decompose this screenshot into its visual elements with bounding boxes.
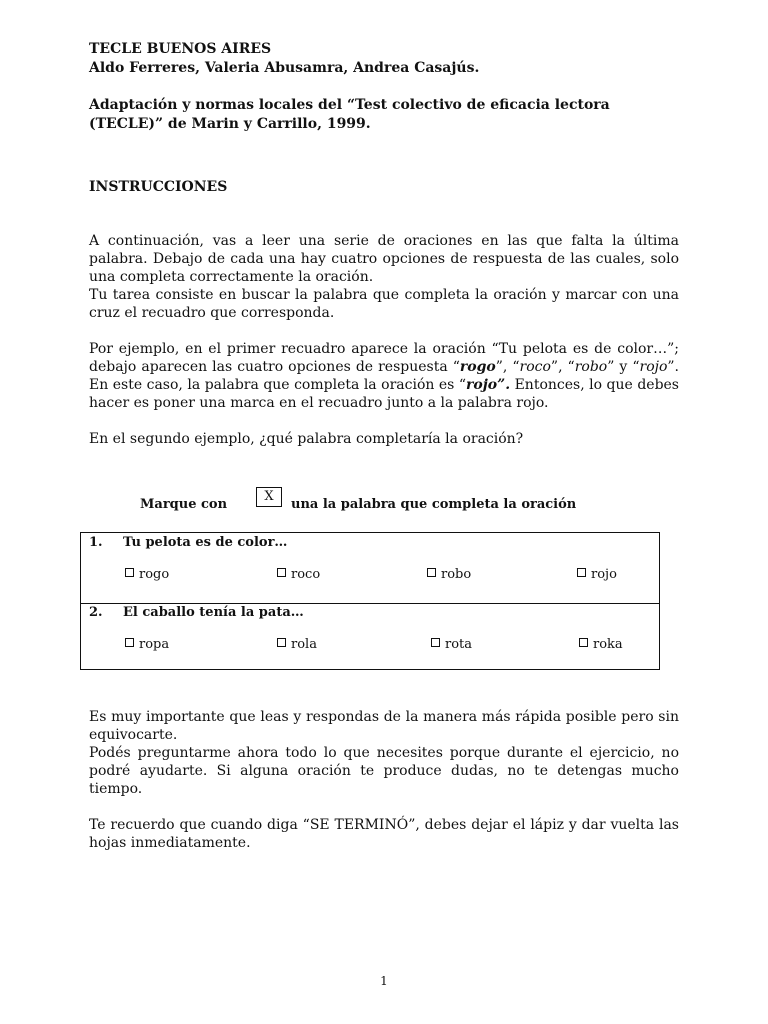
option-rojo: rojo: [639, 359, 668, 375]
paragraph-speed: Es muy importante que leas y respondas de la manera más rápida posible pero sin equivocarte.: [89, 709, 679, 743]
option-checkbox[interactable]: rota: [431, 637, 472, 652]
paragraph-end: Te recuerdo que cuando diga “SE TERMINÓ”, debes dejar el lápiz y dar vuelta las hojas inmediatamente.: [89, 817, 679, 851]
example-row-2: [81, 603, 659, 669]
checkbox-icon: [277, 638, 286, 647]
example-table: [80, 532, 660, 670]
adaptation-line-1: Adaptación y normas locales del “Test colectivo de eficacia lectora: [89, 97, 610, 113]
adaptation-line-2: (TECLE)” de Marin y Carrillo, 1999.: [89, 116, 371, 132]
paragraph-second-example: En el segundo ejemplo, ¿qué palabra completaría la oración?: [89, 431, 524, 447]
example-row-1: [81, 533, 659, 604]
option-robo: robo: [574, 359, 608, 375]
mark-instruction-rest: una la palabra que completa la oración: [291, 497, 577, 512]
checkbox-icon: [431, 638, 440, 647]
doc-title: TECLE BUENOS AIRES: [89, 41, 272, 57]
checkbox-icon: [577, 568, 586, 577]
checkbox-icon: [277, 568, 286, 577]
paragraph-example: Por ejemplo, en el primer recuadro aparece la oración “Tu pelota es de color…”; debajo aparecen las cuatro opciones de respuesta “rogo”, “roco”, “robo” y “rojo”. En este caso, la palabra que completa la oración es “rojo”. Entonces, lo que debes hacer es poner una marca en el recuadro junto a la palabra rojo.: [89, 341, 679, 411]
example-number: 2.: [89, 605, 103, 620]
authors: Aldo Ferreres, Valeria Abusamra, Andrea Casajús.: [89, 60, 480, 76]
section-title: INSTRUCCIONES: [89, 179, 228, 195]
document-body: [89, 40, 679, 448]
paragraph-task: Tu tarea consiste en buscar la palabra que completa la oración y marcar con una cruz el recuadro que corresponda.: [89, 287, 679, 321]
answer-rojo: rojo”.: [466, 377, 511, 393]
option-checkbox[interactable]: rogo: [125, 567, 169, 582]
closing-body: [89, 708, 679, 852]
option-roco: roco: [519, 359, 551, 375]
paragraph-intro: A continuación, vas a leer una serie de oraciones en las que falta la última palabra. Debajo de cada una hay cuatro opciones de respuesta de las cuales, solo una completa correctamente la oración.: [89, 233, 679, 285]
checkbox-icon: [125, 638, 134, 647]
example-sentence: El caballo tenía la pata…: [123, 605, 304, 620]
x-mark-box: X: [256, 487, 282, 507]
option-checkbox[interactable]: roco: [277, 567, 320, 582]
checkbox-icon: [427, 568, 436, 577]
option-rogo: rogo: [459, 359, 496, 375]
option-checkbox[interactable]: roka: [579, 637, 623, 652]
paragraph-questions: Podés preguntarme ahora todo lo que necesites porque durante el ejercicio, no podré ayudarte. Si alguna oración te produce dudas, no te detengas mucho tiempo.: [89, 745, 679, 797]
option-checkbox[interactable]: rola: [277, 637, 317, 652]
example-sentence: Tu pelota es de color…: [123, 535, 288, 550]
checkbox-icon: [579, 638, 588, 647]
page-number: 1: [380, 974, 388, 988]
option-checkbox[interactable]: rojo: [577, 567, 617, 582]
option-checkbox[interactable]: ropa: [125, 637, 169, 652]
mark-instruction: Marque con: [140, 497, 228, 512]
checkbox-icon: [125, 568, 134, 577]
option-checkbox[interactable]: robo: [427, 567, 471, 582]
example-number: 1.: [89, 535, 103, 550]
